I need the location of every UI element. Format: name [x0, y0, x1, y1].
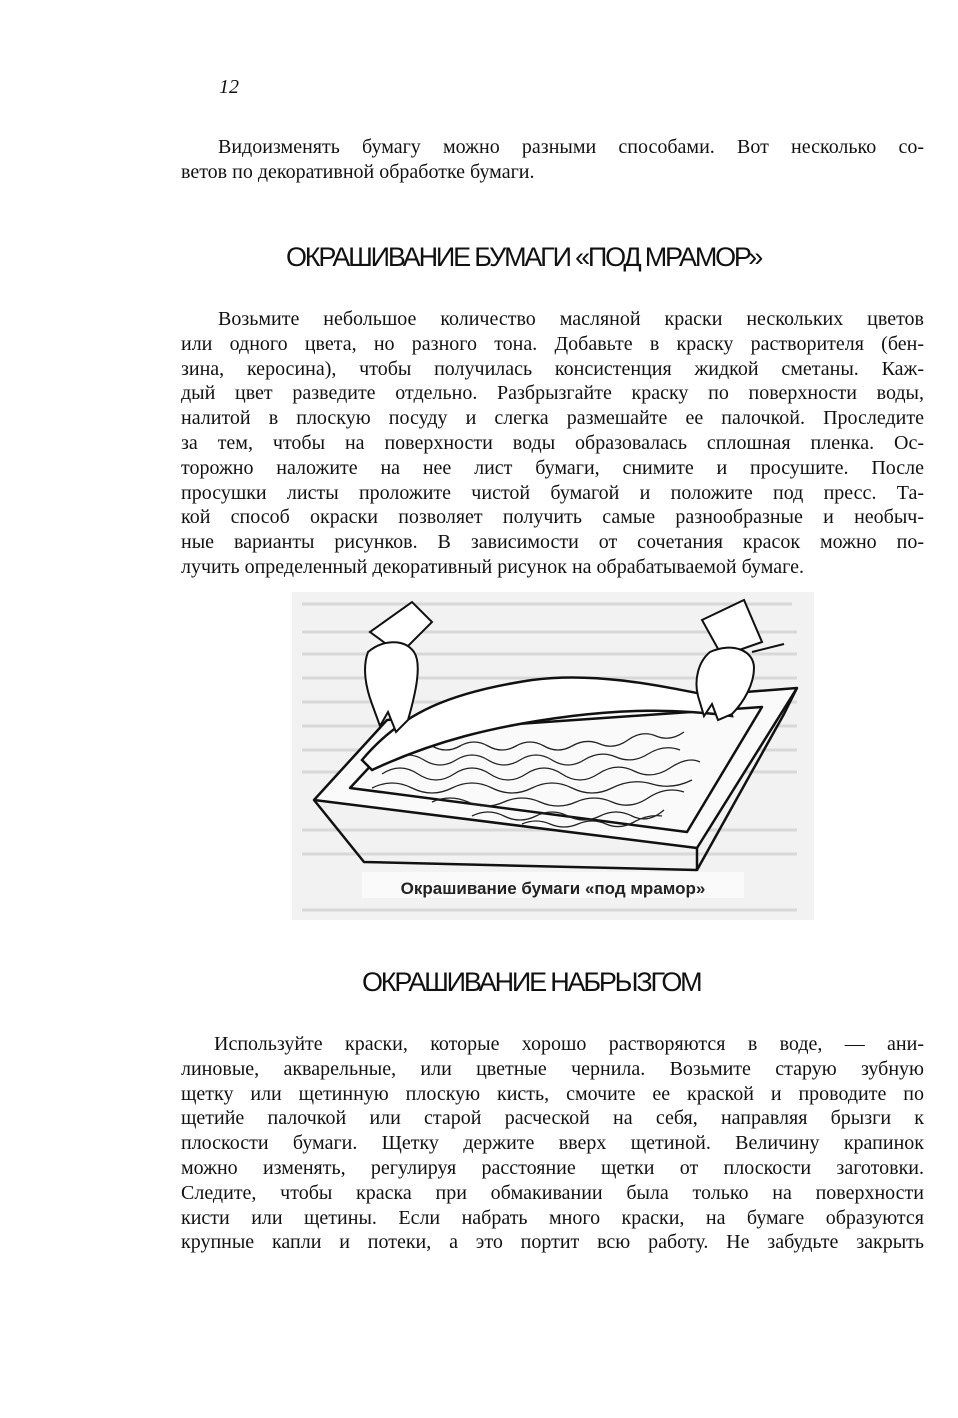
text-line: крупные капли и потеки, а это портит всю работу. Не забудьте закрыть — [181, 1231, 924, 1254]
text-line: Следите, чтобы краска при обмакивании была только на поверхности — [181, 1181, 924, 1204]
marble-illustration — [292, 592, 814, 920]
spatter-paragraph — [181, 1032, 924, 1255]
text-line: Возьмите небольшое количество масляной краски нескольких цветов — [218, 308, 924, 330]
text-line: дый цвет разведите отдельно. Разбрызгайте краску по поверхности воды, — [181, 382, 924, 405]
text-line: кисти или щетины. Если набрать много краски, на бумаге образуются — [181, 1206, 924, 1229]
section-heading-spatter: ОКРАШИВАНИЕ НАБРЫЗГОМ — [362, 967, 701, 997]
text-line: щетийе палочкой или старой расческой на себя, направляя брызги к — [181, 1107, 924, 1130]
text-line: за тем, чтобы на поверхности воды образовалась сплошная пленка. Ос- — [181, 431, 924, 454]
text-line: или одного цвета, но разного тона. Добавьте в краску растворителя (бен- — [181, 332, 924, 355]
text-line: ные варианты рисунков. В зависимости от сочетания красок можно по- — [181, 531, 924, 554]
text-line: можно изменять, регулируя расстояние щетки от плоскости заготовки. — [181, 1156, 924, 1179]
page-number: 12 — [219, 76, 239, 98]
figure-caption: Окрашивание бумаги «под мрамор» — [400, 879, 706, 898]
text-line: кой способ окраски позволяет получить самые разнообразные и необыч- — [181, 506, 924, 529]
text-line: Используйте краски, которые хорошо растворяются в воде, — ани- — [214, 1033, 924, 1055]
text-line: ветов по декоративной обработке бумаги. — [181, 160, 535, 183]
marble-paragraph — [181, 307, 924, 580]
text-line: зина, керосина), чтобы получилась консистенция жидкой сметаны. Каж- — [181, 357, 924, 380]
intro-paragraph — [181, 135, 924, 185]
text-line: щетку или щетинную плоскую кисть, смочите ее краской и проводите по — [181, 1082, 924, 1105]
text-line: торожно наложите на нее лист бумаги, снимите и просушите. После — [181, 456, 924, 479]
text-line: линовые, акварельные, или цветные чернила. Возьмите старую зубную — [181, 1057, 924, 1080]
text-line: лучить определенный декоративный рисунок на обрабатываемой бумаге. — [181, 555, 804, 578]
text-line: просушки листы проложите чистой бумагой и положите под пресс. Та- — [181, 481, 924, 504]
text-line: плоскости бумаги. Щетку держите вверх щетиной. Величину крапинок — [181, 1132, 924, 1155]
text-line: Видоизменять бумагу можно разными способами. Вот несколько со- — [218, 136, 924, 158]
illustration-drawing — [292, 592, 814, 920]
section-heading-marble: ОКРАШИВАНИЕ БУМАГИ «ПОД МРАМОР» — [286, 242, 762, 272]
text-line: налитой в плоскую посуду и слегка размешайте ее палочкой. Проследите — [181, 407, 924, 430]
